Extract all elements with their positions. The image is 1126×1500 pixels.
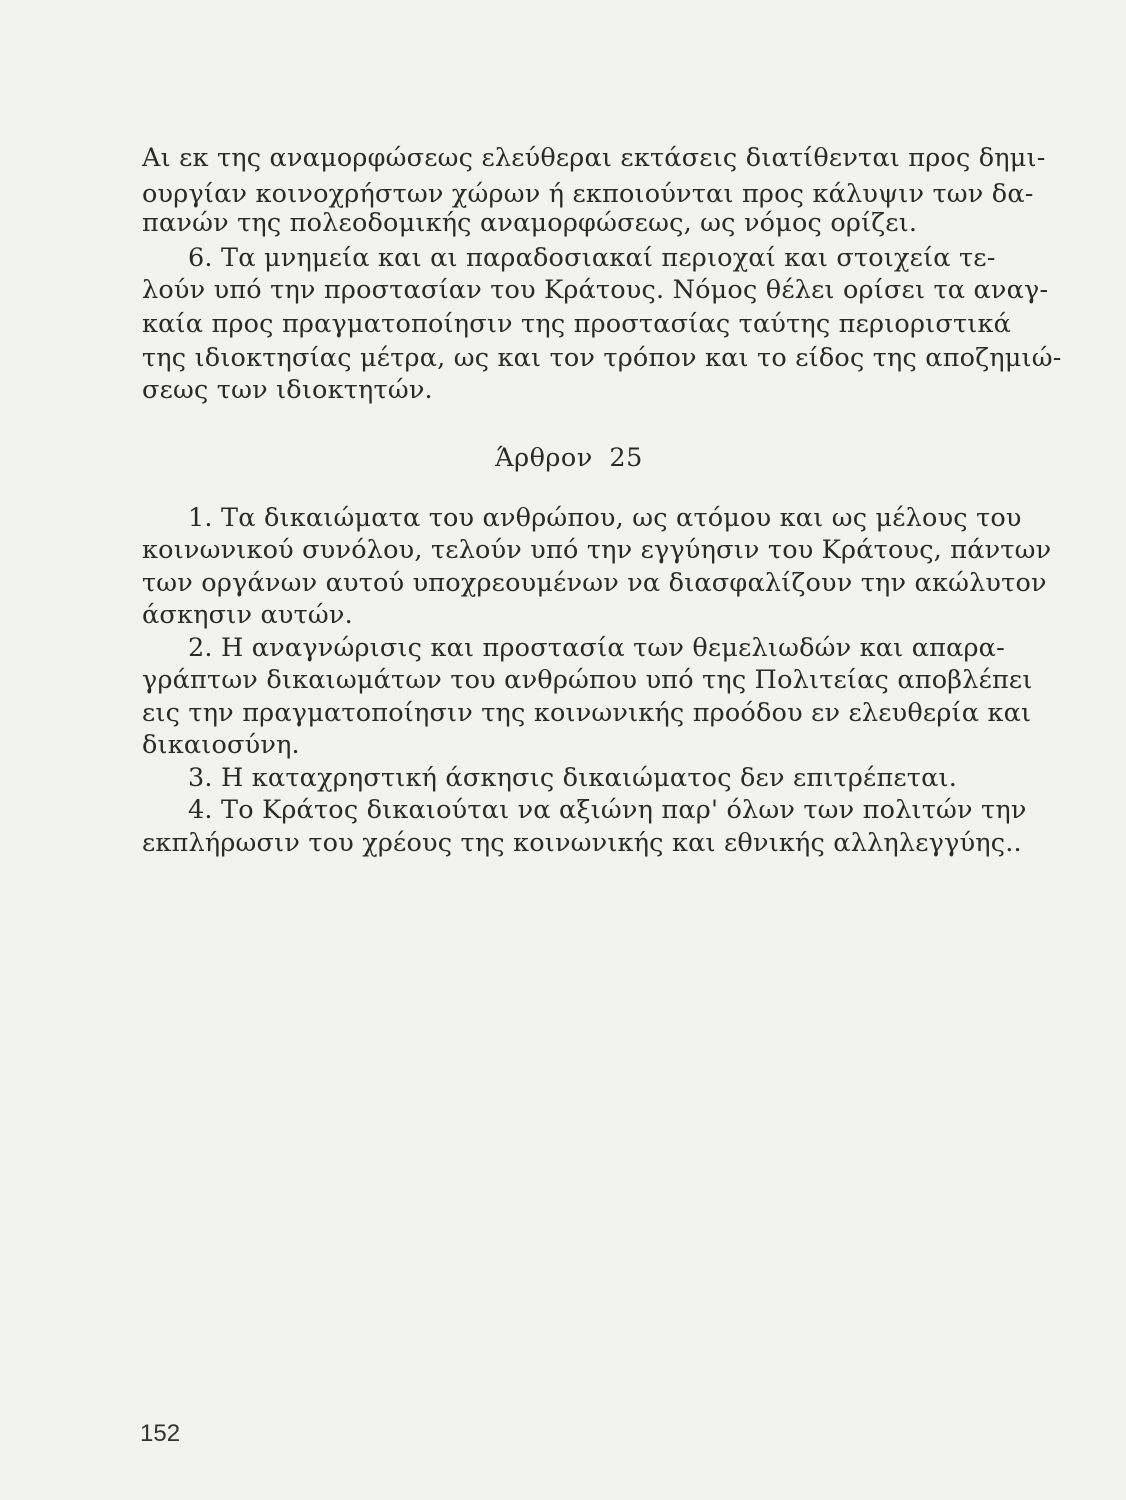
article-heading: Άρθρον 25	[495, 443, 643, 473]
text-line: 1. Τα δικαιώματα του ανθρώπου, ως ατόμου και ως μέλους του	[188, 503, 1022, 533]
text-line: καία προς πραγματοποίησιν της προστασίας ταύτης περιοριστικά	[142, 309, 1012, 339]
text-line: εις την πραγματοποίησιν της κοινωνικής προόδου εν ελευθερία και	[142, 698, 1032, 728]
text-line: άσκησιν αυτών.	[142, 600, 353, 630]
text-line: 2. Η αναγνώρισις και προστασία των θεμελιωδών και απαρα-	[188, 633, 1005, 663]
text-line: Αι εκ της αναμορφώσεως ελεύθεραι εκτάσεις διατίθενται προς δημι-	[142, 143, 1046, 173]
text-line: ουργίαν κοινοχρήστων χώρων ή εκποιούνται προς κάλυψιν των δα-	[142, 179, 1034, 209]
text-line: γράπτων δικαιωμάτων του ανθρώπου υπό της Πολιτείας αποβλέπει	[142, 665, 1033, 695]
text-line: δικαιοσύνη.	[142, 730, 300, 760]
text-line: σεως των ιδιοκτητών.	[142, 375, 433, 405]
text-line: κοινωνικού συνόλου, τελούν υπό την εγγύησιν του Κράτους, πάντων	[142, 535, 1052, 565]
text-line: πανών της πολεοδομικής αναμορφώσεως, ως νόμος ορίζει.	[142, 208, 918, 238]
page-number: 152	[140, 1420, 181, 1447]
text-line: λούν υπό την προστασίαν του Κράτους. Νόμος θέλει ορίσει τα αναγ-	[142, 275, 1049, 305]
text-line: των οργάνων αυτού υποχρεουμένων να διασφαλίζουν την ακώλυτον	[142, 568, 1047, 598]
text-line: της ιδιοκτησίας μέτρα, ως και τον τρόπον και το είδος της αποζημιώ-	[142, 343, 1062, 373]
text-line: 3. Η καταχρηστική άσκησις δικαιώματος δεν επιτρέπεται.	[188, 763, 958, 793]
text-line: 4. Το Κράτος δικαιούται να αξιώνη παρ' όλων των πολιτών την	[188, 795, 1027, 825]
text-line: 6. Τα μνημεία και αι παραδοσιακαί περιοχαί και στοιχεία τε-	[188, 243, 996, 273]
text-line: εκπλήρωσιν του χρέους της κοινωνικής και εθνικής αλληλεγγύης..	[142, 828, 1022, 858]
